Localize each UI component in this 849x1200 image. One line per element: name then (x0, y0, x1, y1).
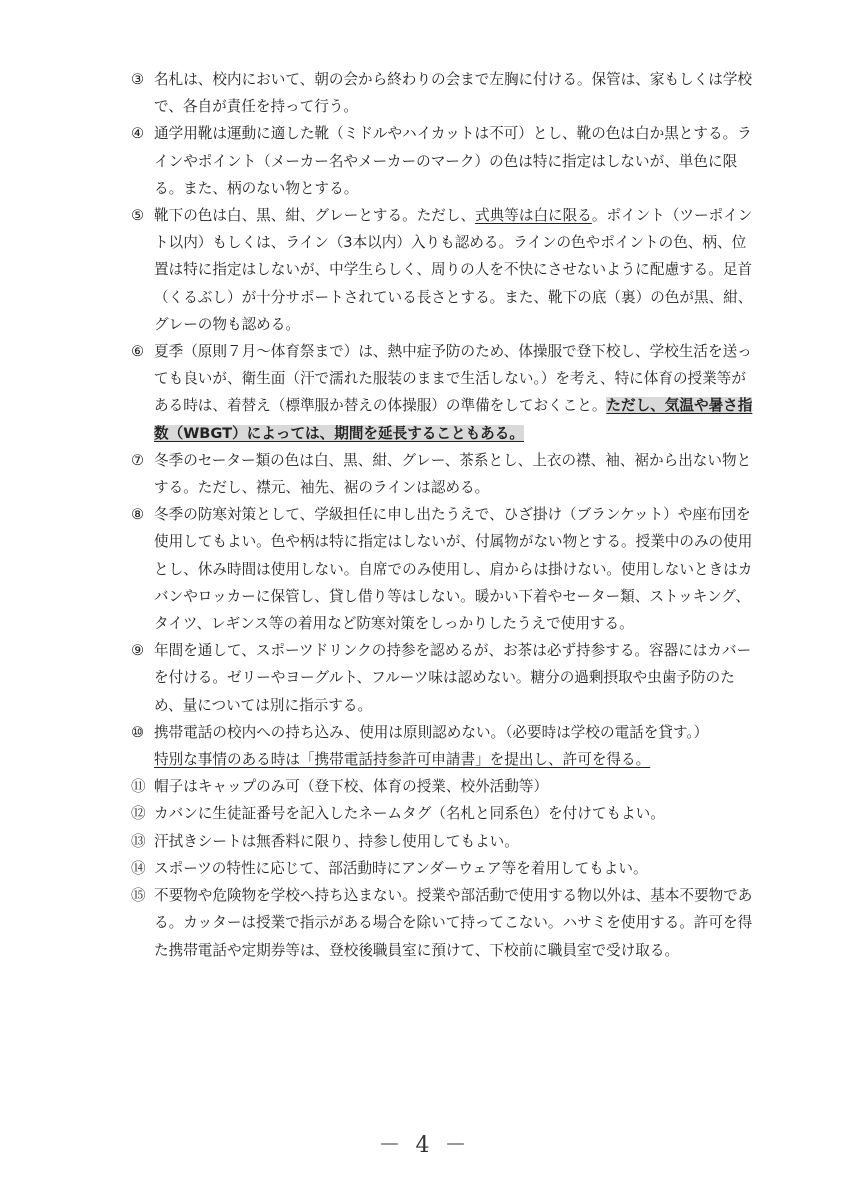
item-number: ⑤ (131, 207, 145, 225)
underlined-text: 特別な事情のある時は「携帯電話持参許可申請書」を提出し、許可を得る。 (154, 751, 651, 769)
rule-item-15 (130, 882, 760, 964)
item-number: ⑫ (131, 805, 146, 823)
highlighted-text: ただし、気温や暑さ指数（WBGT）によっては、期間を延長することもある。 (154, 397, 753, 442)
item-number: ⑦ (131, 451, 145, 469)
rule-item-7 (130, 447, 760, 501)
rule-item-14 (130, 855, 760, 882)
item-text: 汗拭きシートは無香料に限り、持参し使用してもよい。 (154, 832, 519, 850)
item-number: ⑮ (131, 887, 146, 905)
rule-item-6 (130, 338, 760, 447)
rule-item-8 (130, 501, 760, 637)
item-number: ④ (131, 125, 145, 143)
item-text: 帽子はキャップのみ可（登下校、体育の授業、校外活動等） (154, 778, 549, 796)
item-text: 通学用靴は運動に適した靴（ミドルやハイカットは不可）とし、靴の色は白か黒とする。ラインやポイント（メーカー名やメーカーのマーク）の色は特に指定はしないが、単色に限る。また、柄のない物とする。 (154, 125, 752, 197)
item-text: 不要物や危険物を学校へ持ち込まない。授業や部活動で使用する物以外は、基本不要物である。カッターは授業で指示がある場合を除いて持ってこない。ハサミを使用する。許可を得た携帯電話や定期券等は、登校後職員室に預けて、下校前に職員室で受け取る。 (154, 887, 753, 959)
rule-item-9 (130, 637, 760, 719)
item-text: スポーツの特性に応じて、部活動時にアンダーウェア等を着用してもよい。 (154, 859, 648, 877)
rule-item-5 (130, 202, 760, 338)
rules-list (130, 66, 760, 964)
item-number: ⑩ (131, 723, 145, 741)
rule-item-11 (130, 773, 760, 800)
rule-item-10 (130, 719, 760, 773)
item-number: ⑧ (131, 506, 145, 524)
item-number: ⑭ (131, 859, 146, 877)
rule-item-3 (130, 66, 760, 120)
item-number: ⑬ (131, 832, 146, 850)
item-text: カバンに生徒証番号を記入したネームタグ（名札と同系色）を付けてもよい。 (154, 805, 665, 823)
item-text: 夏季（原則７月～体育祭まで）は、熱中症予防のため、体操服で登下校し、学校生活を送っても良いが、衛生面（汗で濡れた服装のままで生活しない。）を考え、特に体育の授業等がある時は、着替え（標準服か替えの体操服）の準備をしておくこと。 (154, 343, 752, 415)
item-number: ⑪ (131, 778, 146, 796)
page-number: － 4 － (378, 1133, 471, 1158)
item-text: 冬季のセーター類の色は白、黒、紺、グレー、茶系とし、上衣の襟、袖、裾から出ない物とする。ただし、襟元、袖先、裾のラインは認める。 (154, 451, 752, 497)
rule-item-4 (130, 120, 760, 202)
item-text: 携帯電話の校内への持ち込み、使用は原則認めない。（必要時は学校の電話を貸す。） (154, 723, 709, 741)
item-text: 冬季の防寒対策として、学級担任に申し出たうえで、ひざ掛け（ブランケット）や座布団を使用してもよい。色や柄は特に指定はしないが、付属物がない物とする。授業中のみの使用とし、休み時間は使用しない。自席でのみ使用し、肩からは掛けない。使用しないときはカバンやロッカーに保管し、貸し借り等はしない。暖かい下着やセーター類、ストッキング、タイツ、レギンス等の着用など防寒対策をしっかりしたうえで使用する。 (154, 506, 753, 633)
item-text-part: 。ポイント（ツーポイント以内）もしくは、ライン（3本以内）入りも認める。ラインの色やポイントの色、柄、位置は特に指定はしないが、中学生らしく、周りの人を不快にさせないように配慮する。足首（くるぶし）が十分サポートされている長さとする。また、靴下の底（裏）の色が黒、紺、グレーの物も認める。 (154, 207, 753, 333)
item-text: 名札は、校内において、朝の会から終わりの会まで左胸に付ける。保管は、家もしくは学校で、各自が責任を持って行う。 (154, 71, 753, 116)
rule-item-13 (130, 828, 760, 855)
underlined-text: 式典等は白に限る (475, 207, 592, 225)
item-number: ③ (131, 71, 145, 88)
item-text: 年間を通して、スポーツドリンクの持参を認めるが、お茶は必ず持参する。容器にはカバーを付ける。ゼリーやヨーグルト、フルーツ味は認めない。糖分の過剰摂取や虫歯予防のため、量については別に指示する。 (154, 642, 752, 714)
item-number: ⑨ (131, 642, 145, 660)
rule-item-12 (130, 800, 760, 827)
item-number: ⑥ (131, 343, 145, 361)
item-text-part: 靴下の色は白、黒、紺、グレーとする。ただし、 (154, 207, 476, 225)
